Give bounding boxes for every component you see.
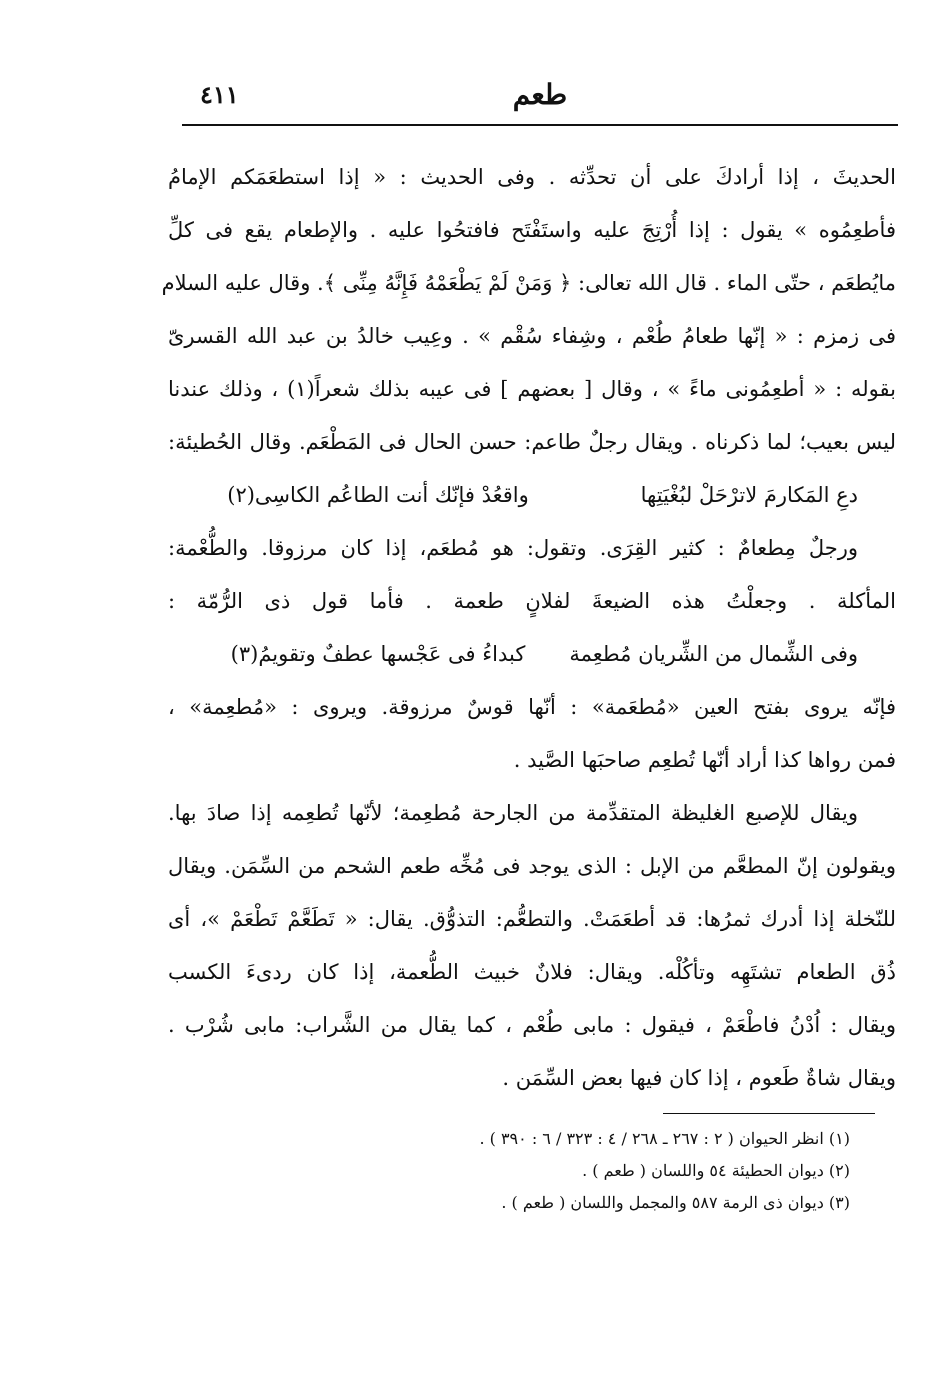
page-header xyxy=(182,72,898,122)
footnote: (١) انظر الحيوان ( ٢ : ٢٦٧ ـ ٢٦٨ / ٤ : ٣٢٣ / ٦ : ٣٩٠ ) . xyxy=(479,1129,850,1148)
running-head: طعم xyxy=(512,78,568,111)
text-line: ويقولون إنّ المطعَّم من الإبل : الذى يوجد فى مُخِّه طعم الشحم من السِّمَن. ويقال xyxy=(168,854,896,878)
text-line: فأطعِمُوه » يقول : إذا أُرْتِجَ عليه واستَفْتَح فافتحُوا عليه . والإطعام يقع فى كلِّ xyxy=(168,218,896,242)
text-line: المأكلة . وجعلْتُ هذه الضيعةَ لفلانٍ طعمة . فأما قول ذى الرُّمّة : xyxy=(168,589,896,613)
footnote-rule xyxy=(663,1113,875,1114)
text-line: ويقال للإصبع الغليظة المتقدِّمة من الجارحة مُطعِمة؛ لأنّها تُطعِمه إذا صادَ بها. xyxy=(168,801,858,825)
text-line: فمن رواها كذا أراد أنّها تُطعِم صاحبَها الصَّيد . xyxy=(513,748,896,772)
text-line: فى زمزم : « إنّها طعامُ طُعْم ، وشِفاء سُقْم » . وعِيب خالدُ بن عبد الله القسرىّ xyxy=(168,324,896,348)
verse-first-hemistich: وفى الشِّمال من الشِّريان مُطعِمة xyxy=(569,642,858,666)
main-text xyxy=(161,152,896,1106)
verse-line xyxy=(168,629,896,682)
text-line: ورجلٌ مِطعامٌ : كثير القِرَى. وتقول: هو مُطعَم، إذا كان مرزوقا. والطُّعْمة: xyxy=(168,536,858,560)
text-line: للنّخلة إذا أدرك ثمرُها: قد أطعَمَتْ. والتطعُّم: التذوُّق. يقال: « تَطَعَّمْ تَطْعَمْ »، أى xyxy=(168,907,896,931)
text-line: بقوله : « أطعِمُونى ماءً » ، وقال [ بعضهم ] فى عيبه بذلك شعراً(١) ، وذلك عندنا xyxy=(168,377,896,401)
text-line: فإنّه يروى بفتح العين «مُطعَمة» : أنّها قوسٌ مرزوقة. ويروى : «مُطعِمة» ، xyxy=(168,695,896,719)
text-line: ويقال شاةٌ طَعوم ، إذا كان فيها بعض السِّمَن . xyxy=(502,1066,896,1090)
verse-first-hemistich: دعِ المَكارمَ لاترْحَلْ لبُغْيَتِها xyxy=(640,483,858,507)
footnote: (٢) ديوان الحطيئة ٥٤ واللسان ( طعم ) . xyxy=(582,1161,850,1180)
text-line: ذُق الطعام تشتَهِه وتأكُلْه. ويقال: فلانٌ خبيث الطُّعمة، إذا كان ردىءَ الكسب xyxy=(168,960,896,984)
page-number: ٤١١ xyxy=(200,80,239,109)
text-line: ويقال : اُدْنُ فاطْعَمْ ، فيقول : مابى طُعْم ، كما يقال من الشَّراب: مابى شُرْب . xyxy=(168,1013,896,1037)
text-line: ليس بعيب؛ لما ذكرناه . ويقال رجلٌ طاعم: حسن الحال فى المَطْعَم. وقال الحُطيئة: xyxy=(168,430,896,454)
footnotes xyxy=(322,1124,850,1220)
footnote: (٣) ديوان ذى الرمة ٥٨٧ والمجمل واللسان ( طعم ) . xyxy=(501,1193,850,1212)
verse-second-hemistich: كبداءُ فى عَجْسها عطفٌ وتقويمُ(٣) xyxy=(230,642,526,666)
text-line: الحديثَ ، إذا أرادكَ على أن تحدِّثه . وفى الحديث : « إذا استطعَمَكم الإمامُ xyxy=(168,165,896,189)
verse-line xyxy=(168,470,896,523)
verse-second-hemistich: واقعُدْ فإنّك أنت الطاعُم الكاسِى(٢) xyxy=(227,483,529,507)
text-line: مايُطعَم ، حتّى الماء . قال الله تعالى: ﴿ وَمَنْ لَمْ يَطْعَمْهُ فَإِنَّهُ مِنِّى ﴾. وقال عليه السلام xyxy=(161,271,896,295)
header-rule xyxy=(182,124,898,126)
